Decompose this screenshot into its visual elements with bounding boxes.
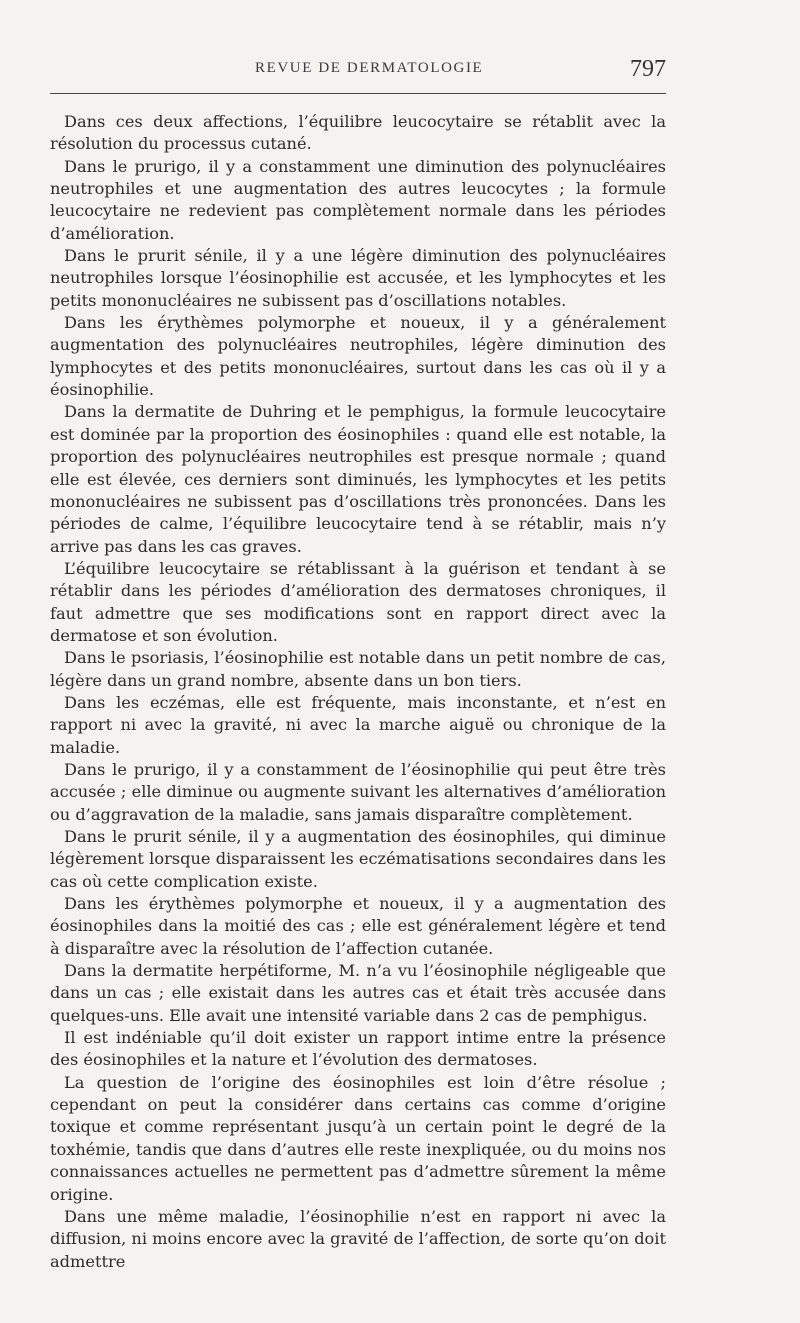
paragraph: Dans le prurit sénile, il y a une légère diminution des polynucléaires neutrophiles lorsque l’éosinophilie est accusée, et les lymphocytes et les petits mononucléaires ne subissent pas d’oscillations notables. <box>50 246 666 310</box>
paragraph: Il est indéniable qu’il doit exister un rapport intime entre la présence des éosinophiles et la nature et l’évolution des dermatoses. <box>50 1028 666 1070</box>
running-head <box>50 58 666 84</box>
paragraph: Dans une même maladie, l’éosinophilie n’est en rapport ni avec la diffusion, ni moins encore avec la gravité de l’affection, de sorte qu’on doit admettre <box>50 1206 666 1271</box>
paragraph: Dans la dermatite de Duhring et le pemphigus, la formule leucocytaire est dominée par la proportion des éosinophiles : quand elle est notable, la proportion des polynucléaires neutrophiles est presque normale ; quand elle est élevée, ces derniers sont diminués, les lymphocytes et les petits mononucléaires ne subissent pas d’oscillations très prononcées. Dans les périodes de calme, l’équilibre leucocytaire tend à se rétablir, mais n’y arrive pas dans les cas graves. <box>50 402 666 556</box>
header-divider <box>50 93 666 94</box>
paragraph: L’équilibre leucocytaire se rétablissant à la guérison et tendant à se rétablir dans les périodes d’amélioration des dermatoses chroniques, il faut admettre que ses modifications sont en rapport direct avec la dermatose et son évolution. <box>50 558 666 645</box>
paragraph: Dans le prurigo, il y a constamment une diminution des polynucléaires neutrophiles et une augmentation des autres leucocytes ; la formule leucocytaire ne redevient pas complètement normale dans les périodes d’amélioration. <box>50 156 666 243</box>
body-text <box>50 111 666 1273</box>
paragraph: La question de l’origine des éosinophiles est loin d’être résolue ; cependant on peut la considérer dans certains cas comme d’origine toxique et comme représentant jusqu’à un certain point le degré de la toxhémie, tandis que dans d’autres elle reste inexpliquée, ou du moins nos connaissances actuelles ne permettent pas d’admettre sûrement la même origine. <box>50 1072 666 1204</box>
paragraph: Dans ces deux affections, l’équilibre leucocytaire se rétablit avec la résolution du processus cutané. <box>50 112 666 154</box>
paragraph: Dans les érythèmes polymorphe et noueux, il y a augmentation des éosinophiles dans la moitié des cas ; elle est généralement légère et tend à disparaître avec la résolution de l’affection cutanée. <box>50 894 666 958</box>
paragraph: Dans la dermatite herpétiforme, M. n’a vu l’éosinophile négligeable que dans un cas ; elle existait dans les autres cas et était très accusée dans quelques-uns. Elle avait une intensité variable dans 2 cas de pemphigus. <box>50 961 666 1025</box>
paragraph: Dans le prurigo, il y a constamment de l’éosinophilie qui peut être très accusée ; elle diminue ou augmente suivant les alternatives d’amélioration ou d’aggravation de la maladie, sans jamais disparaître complètement. <box>50 759 666 824</box>
paragraph: Dans le psoriasis, l’éosinophilie est notable dans un petit nombre de cas, légère dans un grand nombre, absente dans un bon tiers. <box>50 648 666 690</box>
paragraph: Dans le prurit sénile, il y a augmentation des éosinophiles, qui diminue légèrement lorsque disparaissent les eczématisations secondaires dans les cas où cette complication existe. <box>50 827 666 891</box>
running-title: REVUE DE DERMATOLOGIE <box>255 60 484 76</box>
page-number: 797 <box>630 56 666 82</box>
paragraph: Dans les eczémas, elle est fréquente, mais inconstante, et n’est en rapport ni avec la gravité, ni avec la marche aiguë ou chronique de la maladie. <box>50 692 666 757</box>
paragraph: Dans les érythèmes polymorphe et noueux, il y a généralement augmentation des polynucléaires neutrophiles, légère diminution des lymphocytes et des petits mononucléaires, surtout dans les cas où il y a éosinophilie. <box>50 313 666 400</box>
